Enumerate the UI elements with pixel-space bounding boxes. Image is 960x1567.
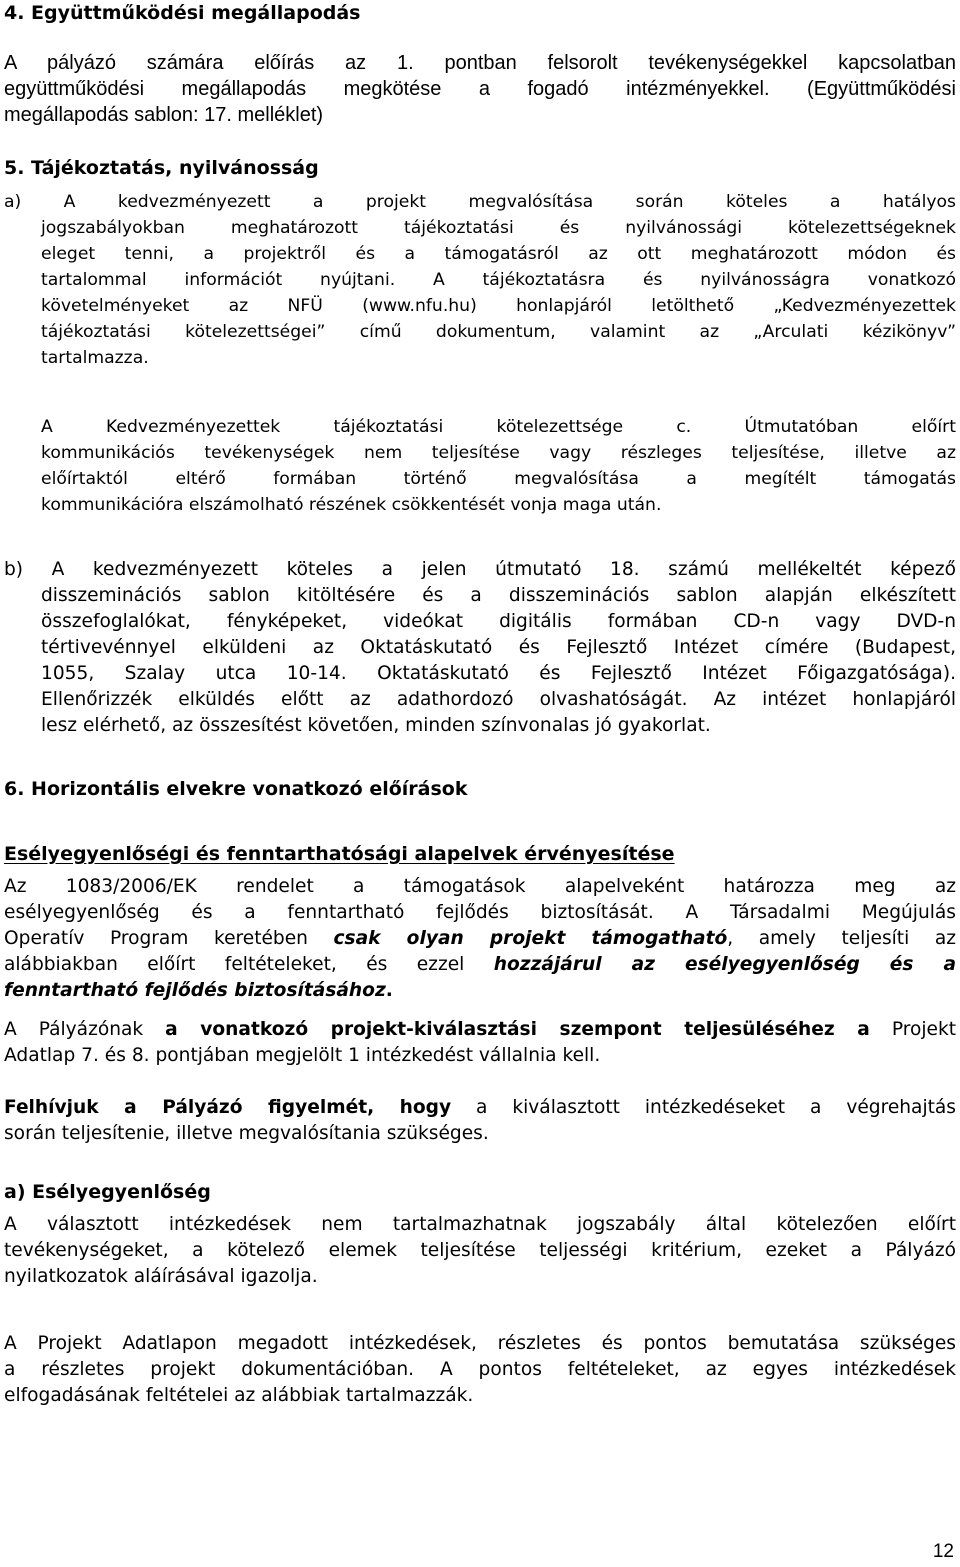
text-run: a kiválasztott intézkedéseket a végrehajtás (451, 1097, 956, 1118)
section-5-paragraph-a (4, 189, 956, 371)
text-line: eleget tenni, a projektről és a támogatásról az ott meghatározott módon és (41, 244, 956, 264)
text-line: A Kedvezményezettek tájékoztatási kötelezettsége c. Útmutatóban előírt (41, 417, 956, 437)
text-run: A Pályázónak (4, 1019, 166, 1040)
section-5-heading: 5. Tájékoztatás, nyilvánosság (4, 157, 319, 179)
text-line: 1055, Szalay utca 10-14. Oktatáskutató és Fejlesztő Intézet Főigazgatósága). (41, 663, 956, 684)
text-line: a részletes projekt dokumentációban. A pontos feltételeket, az egyes intézkedések (4, 1359, 956, 1380)
emphasis-text: hozzájárul az esélyegyenlőség és a (493, 954, 956, 975)
text-line (4, 1017, 956, 1043)
text-line: tájékoztatási kötelezettségei” című dokumentum, valamint az „Arculati kézikönyv” (41, 322, 956, 342)
text-line: Ellenőrizzék elküldés előtt az adathordozó olvashatóságát. Az intézet honlapjáról (41, 689, 956, 710)
section-5-paragraph-b (4, 557, 956, 739)
section-6-paragraph-2 (4, 1017, 956, 1069)
text-line (4, 1095, 956, 1121)
text-line: tértivevénnyel elküldeni az Oktatáskutató és Fejlesztő Intézet címére (Budapest, (41, 637, 956, 658)
emphasis-text: Felhívjuk a Pályázó figyelmét, hogy (4, 1097, 452, 1118)
section-6-heading: 6. Horizontális elvekre vonatkozó előírások (4, 778, 468, 800)
section-6-paragraph-3 (4, 1095, 956, 1147)
text-line: nyilatkozatok aláírásával igazolja. (4, 1266, 318, 1287)
text-line (4, 978, 956, 1004)
emphasis-text: csak olyan projekt támogatható (333, 928, 728, 949)
section-6-paragraph-4 (4, 1212, 956, 1290)
section-6-paragraph-5 (4, 1331, 956, 1409)
text-line: jogszabályokban meghatározott tájékoztatási és nyilvánossági kötelezettségeknek (41, 218, 956, 238)
text-run: . (385, 980, 393, 1001)
subsection-a-heading: a) Esélyegyenlőség (4, 1181, 211, 1203)
text-line: disszeminációs sablon kitöltésére és a disszeminációs sablon alapján elkészített (41, 585, 956, 606)
text-line: esélyegyenlőség és a fenntartható fejlődés biztosítását. A Társadalmi Megújulás (4, 902, 956, 923)
section-6-subheading: Esélyegyenlőségi és fenntarthatósági alapelvek érvényesítése (4, 843, 675, 865)
text-line (4, 926, 956, 952)
text-line: követelményeket az NFÜ (www.nfu.hu) honlapjáról letölthető „Kedvezményezettek (41, 296, 956, 316)
text-line: elfogadásának feltételei az alábbiak tartalmazzák. (4, 1385, 474, 1406)
text-line: a) A kedvezményezett a projekt megvalósítása során köteles a hatályos (4, 192, 956, 212)
text-line: A választott intézkedések nem tartalmazhatnak jogszabály által kötelezően előírt (4, 1214, 956, 1235)
section-6-paragraph-1 (4, 874, 956, 1004)
text-run: alábbiakban előírt feltételeket, és ezzel (4, 954, 494, 975)
text-line: együttműködési megállapodás megkötése a fogadó intézményekkel. (Együttműködési (4, 78, 956, 100)
text-run: Projekt (869, 1019, 956, 1040)
text-run: Operatív Program keretében (4, 928, 334, 949)
text-line: A pályázó számára előírás az 1. pontban felsorolt tevékenységekkel kapcsolatban (4, 52, 956, 74)
text-line: Az 1083/2006/EK rendelet a támogatások alapelveként határozza meg az (4, 876, 956, 897)
text-line: kommunikációra elszámolható részének csökkentését vonja maga után. (41, 495, 662, 515)
text-run: , amely teljesíti az (727, 928, 956, 949)
text-line: lesz elérhető, az összesítést követően, minden színvonalas jó gyakorlat. (41, 715, 711, 736)
section-4-heading: 4. Együttműködési megállapodás (4, 2, 361, 24)
text-line: A Projekt Adatlapon megadott intézkedések, részletes és pontos bemutatása szükséges (4, 1333, 956, 1354)
text-line: kommunikációs tevékenységek nem teljesítése vagy részleges teljesítése, illetve az (41, 443, 956, 463)
page-number: 12 (932, 1541, 954, 1562)
text-line: megállapodás sablon: 17. melléklet) (4, 104, 324, 126)
text-line: Adatlap 7. és 8. pontjában megjelölt 1 intézkedést vállalnia kell. (4, 1045, 601, 1066)
text-line: b) A kedvezményezett köteles a jelen útmutató 18. számú mellékeltét képező (4, 559, 956, 580)
section-5-paragraph-a2 (41, 414, 956, 518)
text-line: során teljesítenie, illetve megvalósítania szükséges. (4, 1123, 489, 1144)
text-line: tevékenységeket, a kötelező elemek teljesítése teljességi kritérium, ezeket a Pályázó (4, 1240, 956, 1261)
emphasis-text: a vonatkozó projekt-kiválasztási szempont teljesüléséhez a (165, 1019, 870, 1040)
section-4-paragraph (4, 50, 956, 128)
emphasis-text: fenntartható fejlődés biztosításához (4, 980, 386, 1001)
text-line: előírtaktól eltérő formában történő megvalósítása a megítélt támogatás (41, 469, 956, 489)
text-line: tartalmazza. (41, 348, 149, 368)
text-line: összefoglalókat, fényképeket, videókat digitális formában CD-n vagy DVD-n (41, 611, 956, 632)
text-line: tartalommal információt nyújtani. A tájékoztatásra és nyilvánosságra vonatkozó (41, 270, 956, 290)
text-line (4, 952, 956, 978)
